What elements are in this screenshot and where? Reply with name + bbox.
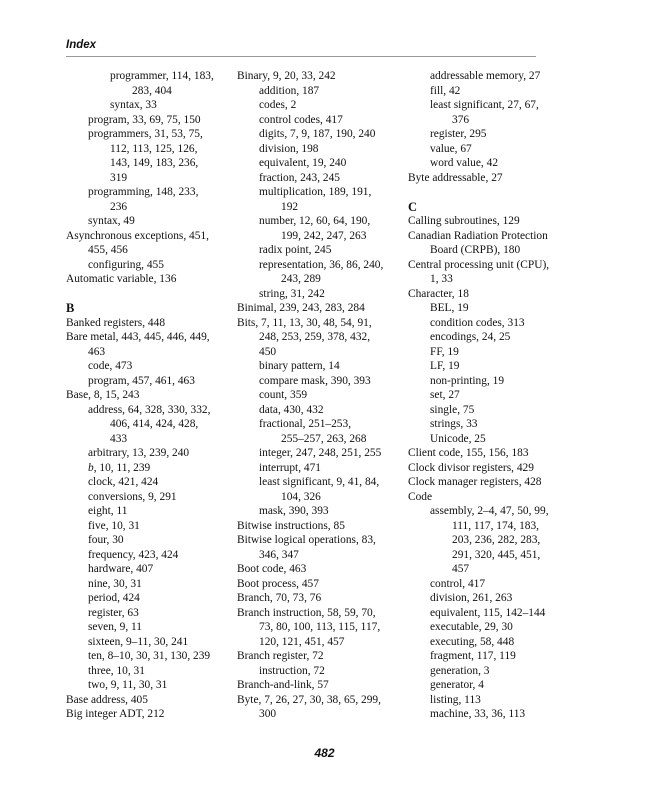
index-entry: Bare metal, 443, 445, 446, 449,	[66, 331, 210, 343]
index-subentry: division, 261, 263	[430, 592, 513, 604]
index-entry: Byte addressable, 27	[408, 171, 503, 184]
index-continuation: 192	[281, 200, 299, 213]
index-subentry: single, 75	[430, 403, 475, 416]
index-entry: Branch, 70, 73, 76	[237, 592, 322, 604]
index-subentry: program, 33, 69, 75, 150	[88, 113, 201, 126]
index-subentry: condition codes, 313	[430, 316, 525, 329]
index-entry: Byte, 7, 26, 27, 30, 38, 65, 299,	[237, 693, 381, 706]
index-subentry: generation, 3	[430, 664, 490, 677]
index-entry: Banked registers, 448	[66, 316, 166, 329]
index-entry: Clock divisor registers, 429	[408, 461, 534, 474]
index-continuation: 112, 113, 125, 126,	[110, 142, 198, 155]
page-number: 482	[314, 746, 335, 760]
index-continuation: 199, 242, 247, 263	[281, 229, 367, 242]
index-subentry: two, 9, 11, 30, 31	[88, 679, 168, 691]
index-continuation: 203, 236, 282, 283,	[452, 534, 541, 546]
index-entry: Bits, 7, 11, 13, 30, 48, 54, 91,	[237, 316, 372, 329]
index-subentry: frequency, 423, 424	[88, 548, 179, 561]
index-entry: Branch instruction, 58, 59, 70,	[237, 606, 376, 619]
index-subentry: b, 10, 11, 239	[88, 461, 151, 474]
index-subentry: four, 30	[88, 534, 124, 546]
index-continuation: 143, 149, 183, 236,	[110, 157, 199, 169]
index-entry: Central processing unit (CPU),	[408, 258, 550, 271]
index-continuation: 243, 289	[281, 273, 321, 285]
index-subentry: arbitrary, 13, 239, 240	[88, 447, 190, 459]
index-subentry: BEL, 19	[430, 302, 469, 314]
index-subentry: 300	[259, 708, 277, 720]
index-subentry: 455, 456	[88, 244, 128, 256]
index-entry: Boot code, 463	[237, 563, 307, 575]
index-subentry: register, 295	[430, 128, 487, 140]
index-entry: Calling subroutines, 129	[408, 215, 520, 227]
index-entry: Boot process, 457	[237, 577, 319, 590]
index-subentry: clock, 421, 424	[88, 476, 159, 488]
index-subentry: mask, 390, 393	[259, 505, 329, 517]
index-subentry: program, 457, 461, 463	[88, 374, 195, 387]
index-entry: Automatic variable, 136	[66, 273, 177, 285]
index-subentry: generator, 4	[430, 679, 484, 691]
section-letter: C	[408, 199, 418, 214]
index-subentry: 450	[259, 345, 277, 358]
index-subentry: FF, 19	[430, 345, 459, 358]
section-letter: B	[66, 301, 75, 315]
index-subentry: sixteen, 9–11, 30, 241	[88, 635, 189, 648]
index-subentry: configuring, 455	[88, 258, 164, 271]
index-subentry: compare mask, 390, 393	[259, 374, 371, 387]
index-entry: Binimal, 239, 243, 283, 284	[237, 302, 365, 314]
index-subentry: multiplication, 189, 191,	[259, 186, 372, 198]
index-subentry: set, 27	[430, 389, 460, 401]
header-rule	[66, 56, 536, 57]
italic-term: b	[88, 461, 94, 474]
index-subentry: instruction, 72	[259, 664, 325, 677]
index-column-3	[408, 69, 580, 722]
index-continuation: 457	[452, 563, 470, 575]
index-subentry: eight, 11	[88, 505, 128, 517]
index-subentry: data, 430, 432	[259, 403, 324, 416]
index-continuation: 291, 320, 445, 451,	[452, 548, 541, 561]
index-subentry: interrupt, 471	[259, 461, 322, 474]
index-subentry: 120, 121, 451, 457	[259, 635, 345, 648]
index-subentry: 346, 347	[259, 548, 299, 561]
index-subentry: 248, 253, 259, 378, 432,	[259, 331, 371, 343]
index-subentry: fraction, 243, 245	[259, 171, 340, 184]
index-entry: Code	[408, 490, 433, 503]
index-subentry: string, 31, 242	[259, 287, 325, 300]
index-subentry: addressable memory, 27	[430, 70, 541, 82]
index-subentry: Board (CRPB), 180	[430, 244, 521, 256]
index-entry: Branch-and-link, 57	[237, 679, 329, 691]
index-subentry: programmers, 31, 53, 75,	[88, 128, 203, 140]
index-entry: Bitwise instructions, 85	[237, 519, 345, 532]
blank-line	[66, 287, 238, 302]
index-subentry: listing, 113	[430, 693, 481, 706]
index-entry: Binary, 9, 20, 33, 242	[237, 70, 336, 82]
index-entry: Character, 18	[408, 287, 469, 300]
index-subentry: control, 417	[430, 577, 486, 590]
index-subentry: least significant, 27, 67,	[430, 99, 539, 111]
index-subentry: representation, 36, 86, 240,	[259, 258, 384, 271]
index-subentry: five, 10, 31	[88, 519, 140, 532]
index-subentry: value, 67	[430, 142, 472, 155]
index-subentry: least significant, 9, 41, 84,	[259, 476, 380, 488]
index-entry: Base address, 405	[66, 693, 148, 706]
index-subentry: division, 198	[259, 142, 319, 155]
index-subentry: radix point, 245	[259, 244, 332, 256]
index-subentry: nine, 30, 31	[88, 577, 142, 590]
index-subentry: three, 10, 31	[88, 664, 145, 677]
index-subentry: programming, 148, 233,	[88, 186, 199, 198]
index-continuation: 406, 414, 424, 428,	[110, 418, 199, 430]
index-continuation: 433	[110, 432, 128, 445]
index-continuation: syntax, 33	[110, 99, 157, 111]
index-subentry: ten, 8–10, 30, 31, 130, 239	[88, 650, 211, 662]
index-entry: Clock manager registers, 428	[408, 476, 542, 488]
index-subentry: word value, 42	[430, 157, 499, 169]
index-subentry: assembly, 2–4, 47, 50, 99,	[430, 505, 549, 517]
index-continuation: 111, 117, 174, 183,	[452, 519, 540, 532]
index-subentry: fill, 42	[430, 84, 461, 97]
index-subentry: control codes, 417	[259, 113, 343, 126]
index-subentry: register, 63	[88, 606, 139, 619]
index-subentry: addition, 187	[259, 84, 320, 97]
index-subentry: 1, 33	[430, 273, 453, 285]
index-subentry: equivalent, 115, 142–144	[430, 606, 546, 619]
index-entry: Big integer ADT, 212	[66, 708, 165, 720]
index-entry: Client code, 155, 156, 183	[408, 447, 529, 459]
index-subentry: codes, 2	[259, 99, 297, 111]
index-subentry: period, 424	[88, 592, 140, 604]
index-entry: Canadian Radiation Protection	[408, 229, 548, 242]
index-subentry: fractional, 251–253,	[259, 418, 352, 430]
index-column-1	[66, 69, 238, 722]
index-subentry: LF, 19	[430, 360, 460, 372]
index-entry: Bitwise logical operations, 83,	[237, 534, 376, 546]
index-subentry: non-printing, 19	[430, 374, 505, 387]
index-subentry: syntax, 49	[88, 215, 135, 227]
index-entry: Asynchronous exceptions, 451,	[66, 229, 209, 242]
index-subentry: integer, 247, 248, 251, 255	[259, 447, 382, 459]
index-subentry: binary pattern, 14	[259, 360, 340, 372]
blank-line	[408, 185, 580, 200]
index-continuation: 319	[110, 171, 128, 184]
running-head: Index	[66, 39, 97, 51]
index-subentry: number, 12, 60, 64, 190,	[259, 215, 371, 227]
index-continuation: 104, 326	[281, 490, 321, 503]
index-entry: Base, 8, 15, 243	[66, 389, 140, 401]
index-subentry: code, 473	[88, 360, 133, 372]
index-subentry: 73, 80, 100, 113, 115, 117,	[259, 621, 381, 633]
index-subentry: address, 64, 328, 330, 332,	[88, 403, 211, 416]
index-subentry: strings, 33	[430, 418, 478, 430]
index-continuation: 283, 404	[132, 84, 172, 97]
index-subentry: executable, 29, 30	[430, 621, 513, 633]
index-subentry: executing, 58, 448	[430, 635, 515, 648]
index-subentry: hardware, 407	[88, 563, 154, 575]
index-subentry: machine, 33, 36, 113	[430, 708, 526, 720]
index-subentry: encodings, 24, 25	[430, 331, 511, 343]
index-continuation: 236	[110, 200, 128, 213]
index-subentry: count, 359	[259, 389, 308, 401]
index-subentry: digits, 7, 9, 187, 190, 240	[259, 128, 376, 140]
index-subentry: 463	[88, 345, 106, 358]
index-continuation: 376	[452, 113, 470, 126]
index-subentry: fragment, 117, 119	[430, 650, 516, 662]
index-subentry: equivalent, 19, 240	[259, 157, 347, 169]
index-column-2	[237, 69, 409, 722]
index-subentry: seven, 9, 11	[88, 621, 142, 633]
index-continuation: programmer, 114, 183,	[110, 70, 214, 82]
index-subentry: Unicode, 25	[430, 432, 486, 445]
index-subentry: conversions, 9, 291	[88, 490, 177, 503]
index-continuation: 255–257, 263, 268	[281, 432, 367, 445]
index-entry: Branch register, 72	[237, 650, 324, 662]
